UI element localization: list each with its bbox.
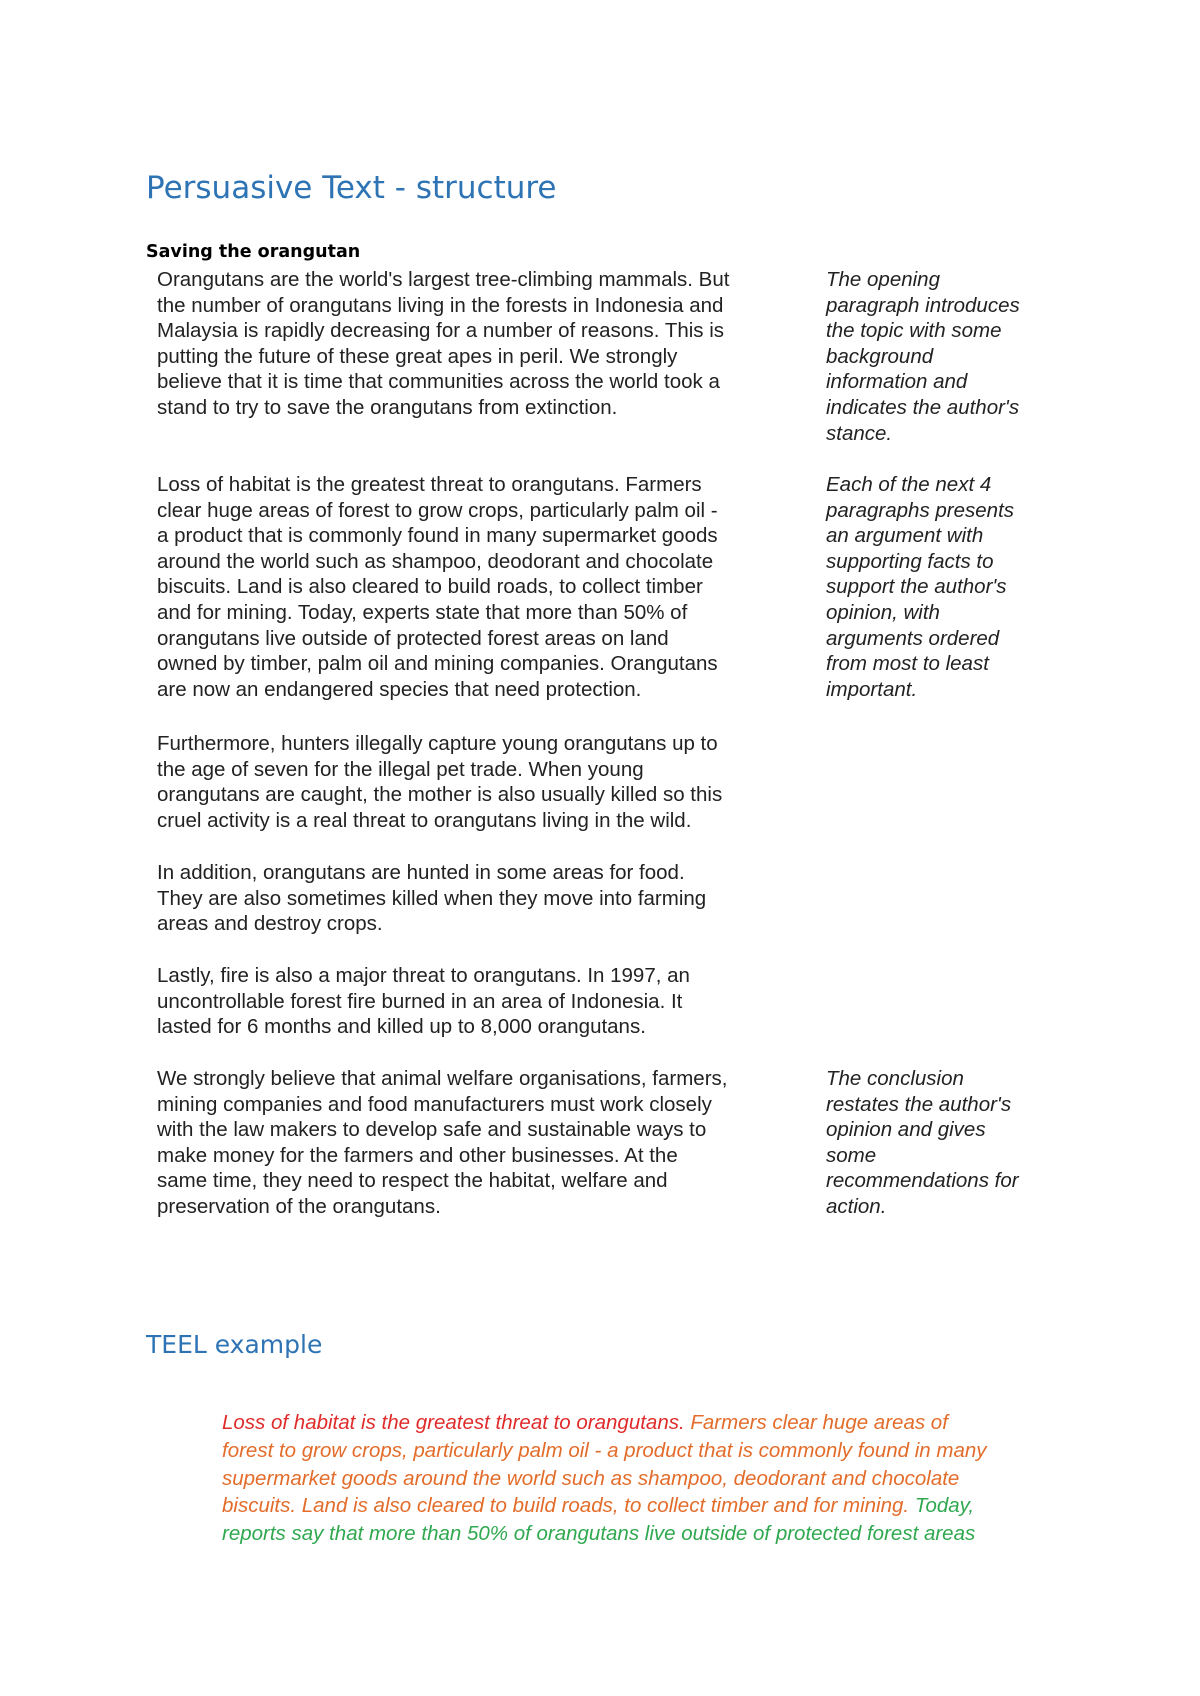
teel-example-paragraph [222,1409,1102,1548]
teel-line-3: supermarket goods around the world such as shampoo, deodorant and chocolate [222,1466,960,1490]
teel-evidence-start: Today, [909,1494,975,1518]
teel-line-1 [222,1409,1102,1437]
teel-line-4 [222,1492,1102,1520]
body-paragraph-argument-2: Furthermore, hunters illegally capture young orangutans up to the age of seven for the illegal pet trade. When young orangutans are caught, the mother is also usually killed so this cruel activity is a real threat to orangutans living in the wild. [157,732,723,832]
section-subtitle: Saving the orangutan [146,242,361,262]
body-paragraph-conclusion: We strongly believe that animal welfare organisations, farmers, mining companies and food manufacturers must work closely with the law makers to develop safe and sustainable ways to make money for the farmers and other businesses. At the same time, they need to respect the habitat, welfare and preservation of the orangutans. [157,1067,728,1218]
page-title: Persuasive Text - structure [146,170,557,206]
margin-note-intro: The opening paragraph introduces the topic with some background information and indicates the author's stance. [826,268,1020,445]
teel-explanation-end: biscuits. Land is also cleared to build roads, to collect timber and for mining. [222,1494,910,1518]
teel-line-5: reports say that more than 50% of orangutans live outside of protected forest areas [222,1522,976,1546]
body-paragraph-argument-4: Lastly, fire is also a major threat to orangutans. In 1997, an uncontrollable forest fire burned in an area of Indonesia. It lasted for 6 months and killed up to 8,000 orangutans. [157,964,690,1039]
teel-heading: TEEL example [146,1330,323,1359]
body-paragraph-argument-1: Loss of habitat is the greatest threat to orangutans. Farmers clear huge areas of forest to grow crops, particularly palm oil - a product that is commonly found in many supermarket goods around the world such as shampoo, deodorant and chocolate biscuits. Land is also cleared to build roads, to collect timber and for mining. Today, experts state that more than 50% of orangutans live outside of protected forest areas on land owned by timber, palm oil and mining companies. Orangutans are now an endangered species that need protection. [157,473,718,701]
body-paragraph-argument-3: In addition, orangutans are hunted in some areas for food. They are also sometimes killed when they move into farming areas and destroy crops. [157,861,707,936]
teel-explanation-start: Farmers clear huge areas of [684,1411,948,1434]
teel-line-2: forest to grow crops, particularly palm oil - a product that is commonly found in many [222,1438,987,1462]
body-paragraph-intro: Orangutans are the world's largest tree-climbing mammals. But the number of orangutans living in the forests in Indonesia and Malaysia is rapidly decreasing for a number of reasons. This is putting the future of these great apes in peril. We strongly believe that it is time that communities across the world took a stand to try to save the orangutans from extinction. [157,268,730,419]
teel-topic-sentence: Loss of habitat is the greatest threat to orangutans. [222,1411,685,1434]
margin-note-arguments: Each of the next 4 paragraphs presents an argument with supporting facts to support the author's opinion, with arguments ordered from most to least important. [826,473,1015,701]
margin-note-conclusion: The conclusion restates the author's opinion and gives some recommendations for action. [826,1067,1019,1218]
